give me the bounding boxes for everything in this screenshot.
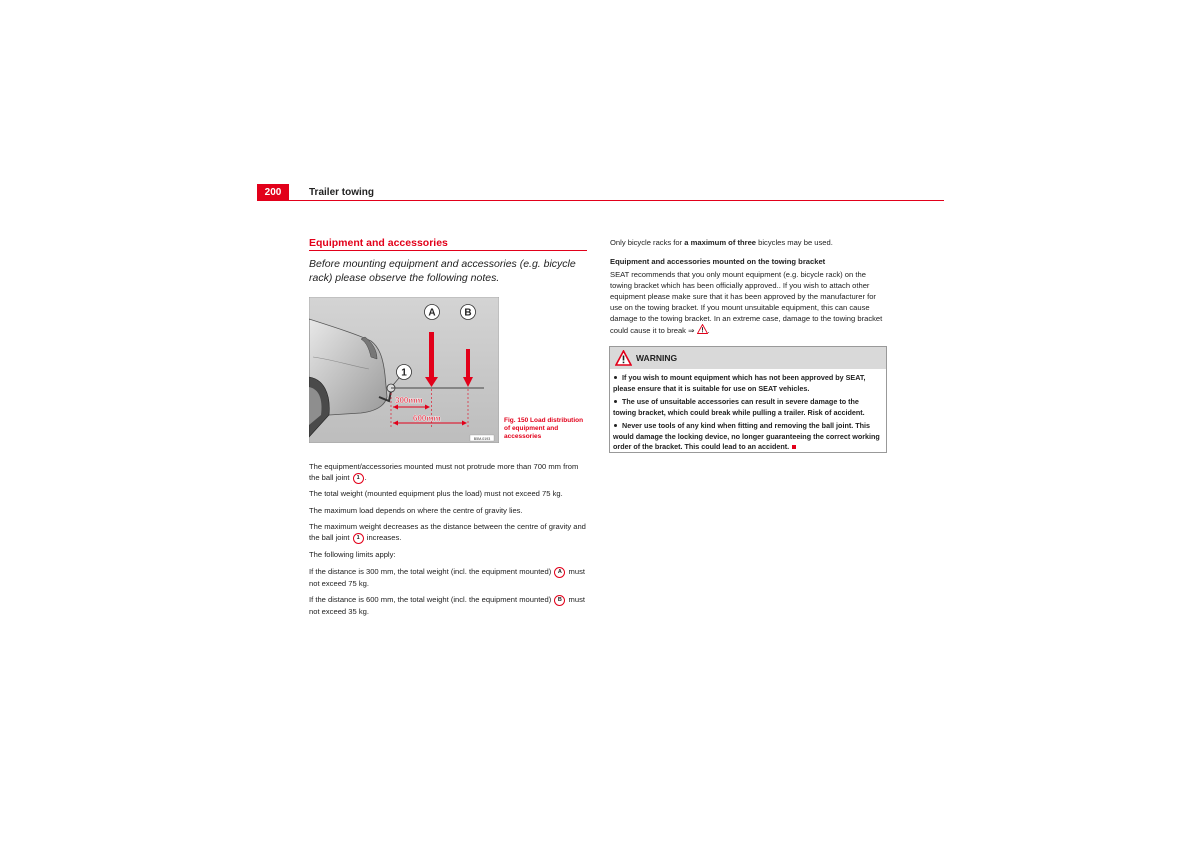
ref-1-icon: 1 (353, 533, 364, 544)
figure-caption: Fig. 150 Load distribution of equipment and accessories (504, 417, 584, 440)
header-divider (257, 200, 944, 201)
figure-code: B5M-0193 (473, 436, 491, 441)
end-of-section-icon (792, 445, 796, 449)
paragraph-towing-bracket: SEAT recommends that you only mount equipment (e.g. bicycle rack) on the towing bracket which has been officially approved.. If you wish to attach other equipment please make sure that it has been approved by the manufacturer for use on the towing bracket. If you mount unsuitable equipment, this can cause damage to the towing bracket. In an extreme case, damage to the towing bracket could cause it to break ⇒ . (610, 270, 883, 335)
warning-ref-icon (697, 324, 708, 334)
ref-a-icon: A (554, 567, 565, 578)
chapter-title: Trailer towing (309, 187, 375, 198)
marker-1-label: 1 (401, 367, 407, 379)
subheading-towing-bracket: Equipment and accessories mounted on the towing bracket (610, 257, 826, 266)
warning-triangle-icon (615, 350, 632, 366)
section-intro: Before mounting equipment and accessories (e.g. bicycle rack) please observe the following notes. (309, 258, 576, 284)
warning-item: Never use tools of any kind when fitting and removing the ball joint. This would damage the locking device, no longer guaranteeing the correct working order of the bracket. This could lead to an accident. (613, 421, 880, 451)
ref-b-icon: B (554, 595, 565, 606)
load-distribution-figure (309, 297, 499, 443)
paragraph-bicycle-racks: Only bicycle racks for a maximum of three bicycles may be used. (610, 238, 833, 247)
warning-title: WARNING (636, 353, 678, 363)
ref-1-icon: 1 (353, 473, 364, 484)
paragraph-weight-decrease: The maximum weight decreases as the distance between the centre of gravity and the ball joint 1 increases. (309, 522, 586, 542)
paragraph-protrusion: The equipment/accessories mounted must not protrude more than 700 mm from the ball joint 1 . (309, 462, 579, 482)
marker-a-label: A (428, 307, 436, 319)
marker-b-label: B (464, 307, 472, 319)
dimension-600-label: 600mm (413, 414, 441, 423)
warning-item: The use of unsuitable accessories can result in severe damage to the towing bracket, which could break while pulling a trailer. Risk of accident. (613, 397, 865, 417)
dimension-300-label: 300mm (395, 396, 423, 405)
section-title: Equipment and accessories (309, 237, 448, 249)
page-number: 200 (257, 184, 289, 200)
bullet-icon (614, 424, 617, 427)
warning-header (610, 347, 886, 369)
section-divider (309, 250, 587, 251)
paragraph-limit-600: If the distance is 600 mm, the total weight (incl. the equipment mounted) B must not exceed 35 kg. (309, 595, 585, 616)
warning-item: If you wish to mount equipment which has not been approved by SEAT, please ensure that it is suitable for use on SEAT vehicles. (613, 373, 866, 393)
warning-box (609, 346, 887, 453)
paragraph-limits: The following limits apply: (309, 550, 396, 559)
paragraph-max-load: The maximum load depends on where the centre of gravity lies. (309, 506, 523, 515)
paragraph-limit-300: If the distance is 300 mm, the total weight (incl. the equipment mounted) A must not exceed 75 kg. (309, 567, 585, 588)
bullet-icon (614, 400, 617, 403)
figure-illustration (309, 297, 499, 443)
paragraph-total-weight: The total weight (mounted equipment plus the load) must not exceed 75 kg. (309, 489, 563, 498)
bullet-icon (614, 376, 617, 379)
